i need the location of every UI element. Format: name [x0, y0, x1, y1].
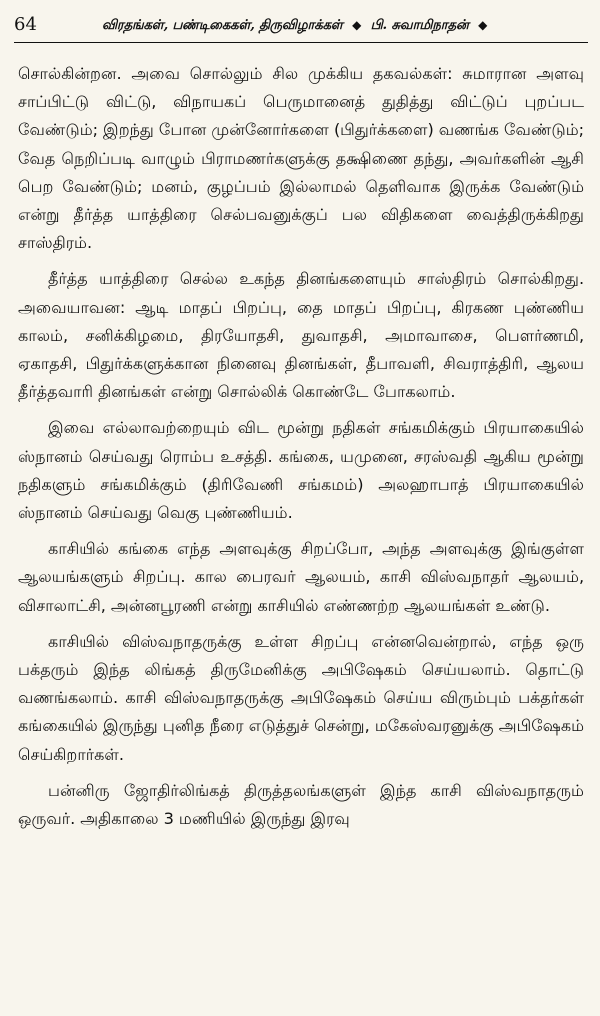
author-name: பி. சுவாமிநாதன் [370, 18, 469, 33]
header-rule [14, 42, 588, 43]
end-diamond: ◆ [478, 18, 488, 32]
separator-diamond: ◆ [352, 18, 362, 32]
paragraph-3: இவை எல்லாவற்றையும் விட மூன்று நதிகள் சங்கமிக்கும் பிரயாகையில் ஸ்நானம் செய்வது ரொம்ப உசத்தி. கங்கை, யமுனை, சரஸ்வதி ஆகிய மூன்று நதிகளும் சங்கமிக்கும் (திரிவேணி சங்கமம்) அலஹாபாத் பிரயாகையில் ஸ்நானம் செய்வது வெகு புண்ணியம். [18, 418, 584, 523]
paragraph-5: காசியில் விஸ்வநாதருக்கு உள்ள சிறப்பு என்னவென்றால், எந்த ஒரு பக்தரும் இந்த லிங்கத் திருமேனிக்கு அபிஷேகம் செய்யலாம். தொட்டு வணங்கலாம். காசி விஸ்வநாதருக்கு அபிஷேகம் செய்ய விரும்பும் பக்தர்கள் கங்கையில் இருந்து புனித நீரை எடுத்துச் சென்று, மகேஸ்வரனுக்கு அபிஷேகம் செய்கிறார்கள். [18, 631, 584, 764]
paragraph-1: சொல்கின்றன. அவை சொல்லும் சில முக்கிய தகவல்கள்: சுமாரான அளவு சாப்பிட்டு விட்டு, விநாயகப் பெருமானைத் துதித்து விட்டுப் புறப்பட வேண்டும்; இறந்து போன முன்னோர்களை (பிதுர்க்களை) வணங்க வேண்டும்; வேத நெறிப்படி வாழும் பிராமணர்களுக்கு தக்ஷிணை தந்து, அவர்களின் ஆசி பெற வேண்டும்; மனம், குழப்பம் இல்லாமல் தெளிவாக இருக்க வேண்டும் என்று தீர்த்த யாத்திரை செல்பவனுக்குப் பல விதிகளை வைத்திருக்கிறது சாஸ்திரம். [18, 64, 584, 253]
running-title [102, 13, 586, 38]
body-text [18, 60, 584, 833]
page-header [14, 12, 588, 46]
paragraph-2: தீர்த்த யாத்திரை செல்ல உகந்த தினங்களையும் சாஸ்திரம் சொல்கிறது. அவையாவன: ஆடி மாதப் பிறப்பு, தை மாதப் பிறப்பு, கிரகண புண்ணிய காலம், சனிக்கிழமை, திரயோதசி, துவாதசி, அமாவாசை, பௌர்ணமி, ஏகாதசி, பிதுர்க்களுக்கான நினைவு தினங்கள், தீபாவளி, சிவராத்திரி, ஆலய தீர்த்தவாரி தினங்கள் என்று சொல்லிக் கொண்டே போகலாம். [18, 269, 584, 402]
page-number: 64 [14, 14, 37, 35]
paragraph-4: காசியில் கங்கை எந்த அளவுக்கு சிறப்போ, அந்த அளவுக்கு இங்குள்ள ஆலயங்களும் சிறப்பு. கால பைரவர் ஆலயம், காசி விஸ்வநாதர் ஆலயம், விசாலாட்சி, அன்னபூரணி என்று காசியில் எண்ணற்ற ஆலயங்கள் உண்டு. [18, 539, 584, 615]
book-title: விரதங்கள், பண்டிகைகள், திருவிழாக்கள் [102, 18, 343, 33]
paragraph-6: பன்னிரு ஜோதிர்லிங்கத் திருத்தலங்களுள் இந்த காசி விஸ்வநாதரும் ஒருவர். அதிகாலை 3 மணியில் இருந்து இரவு [18, 780, 584, 829]
